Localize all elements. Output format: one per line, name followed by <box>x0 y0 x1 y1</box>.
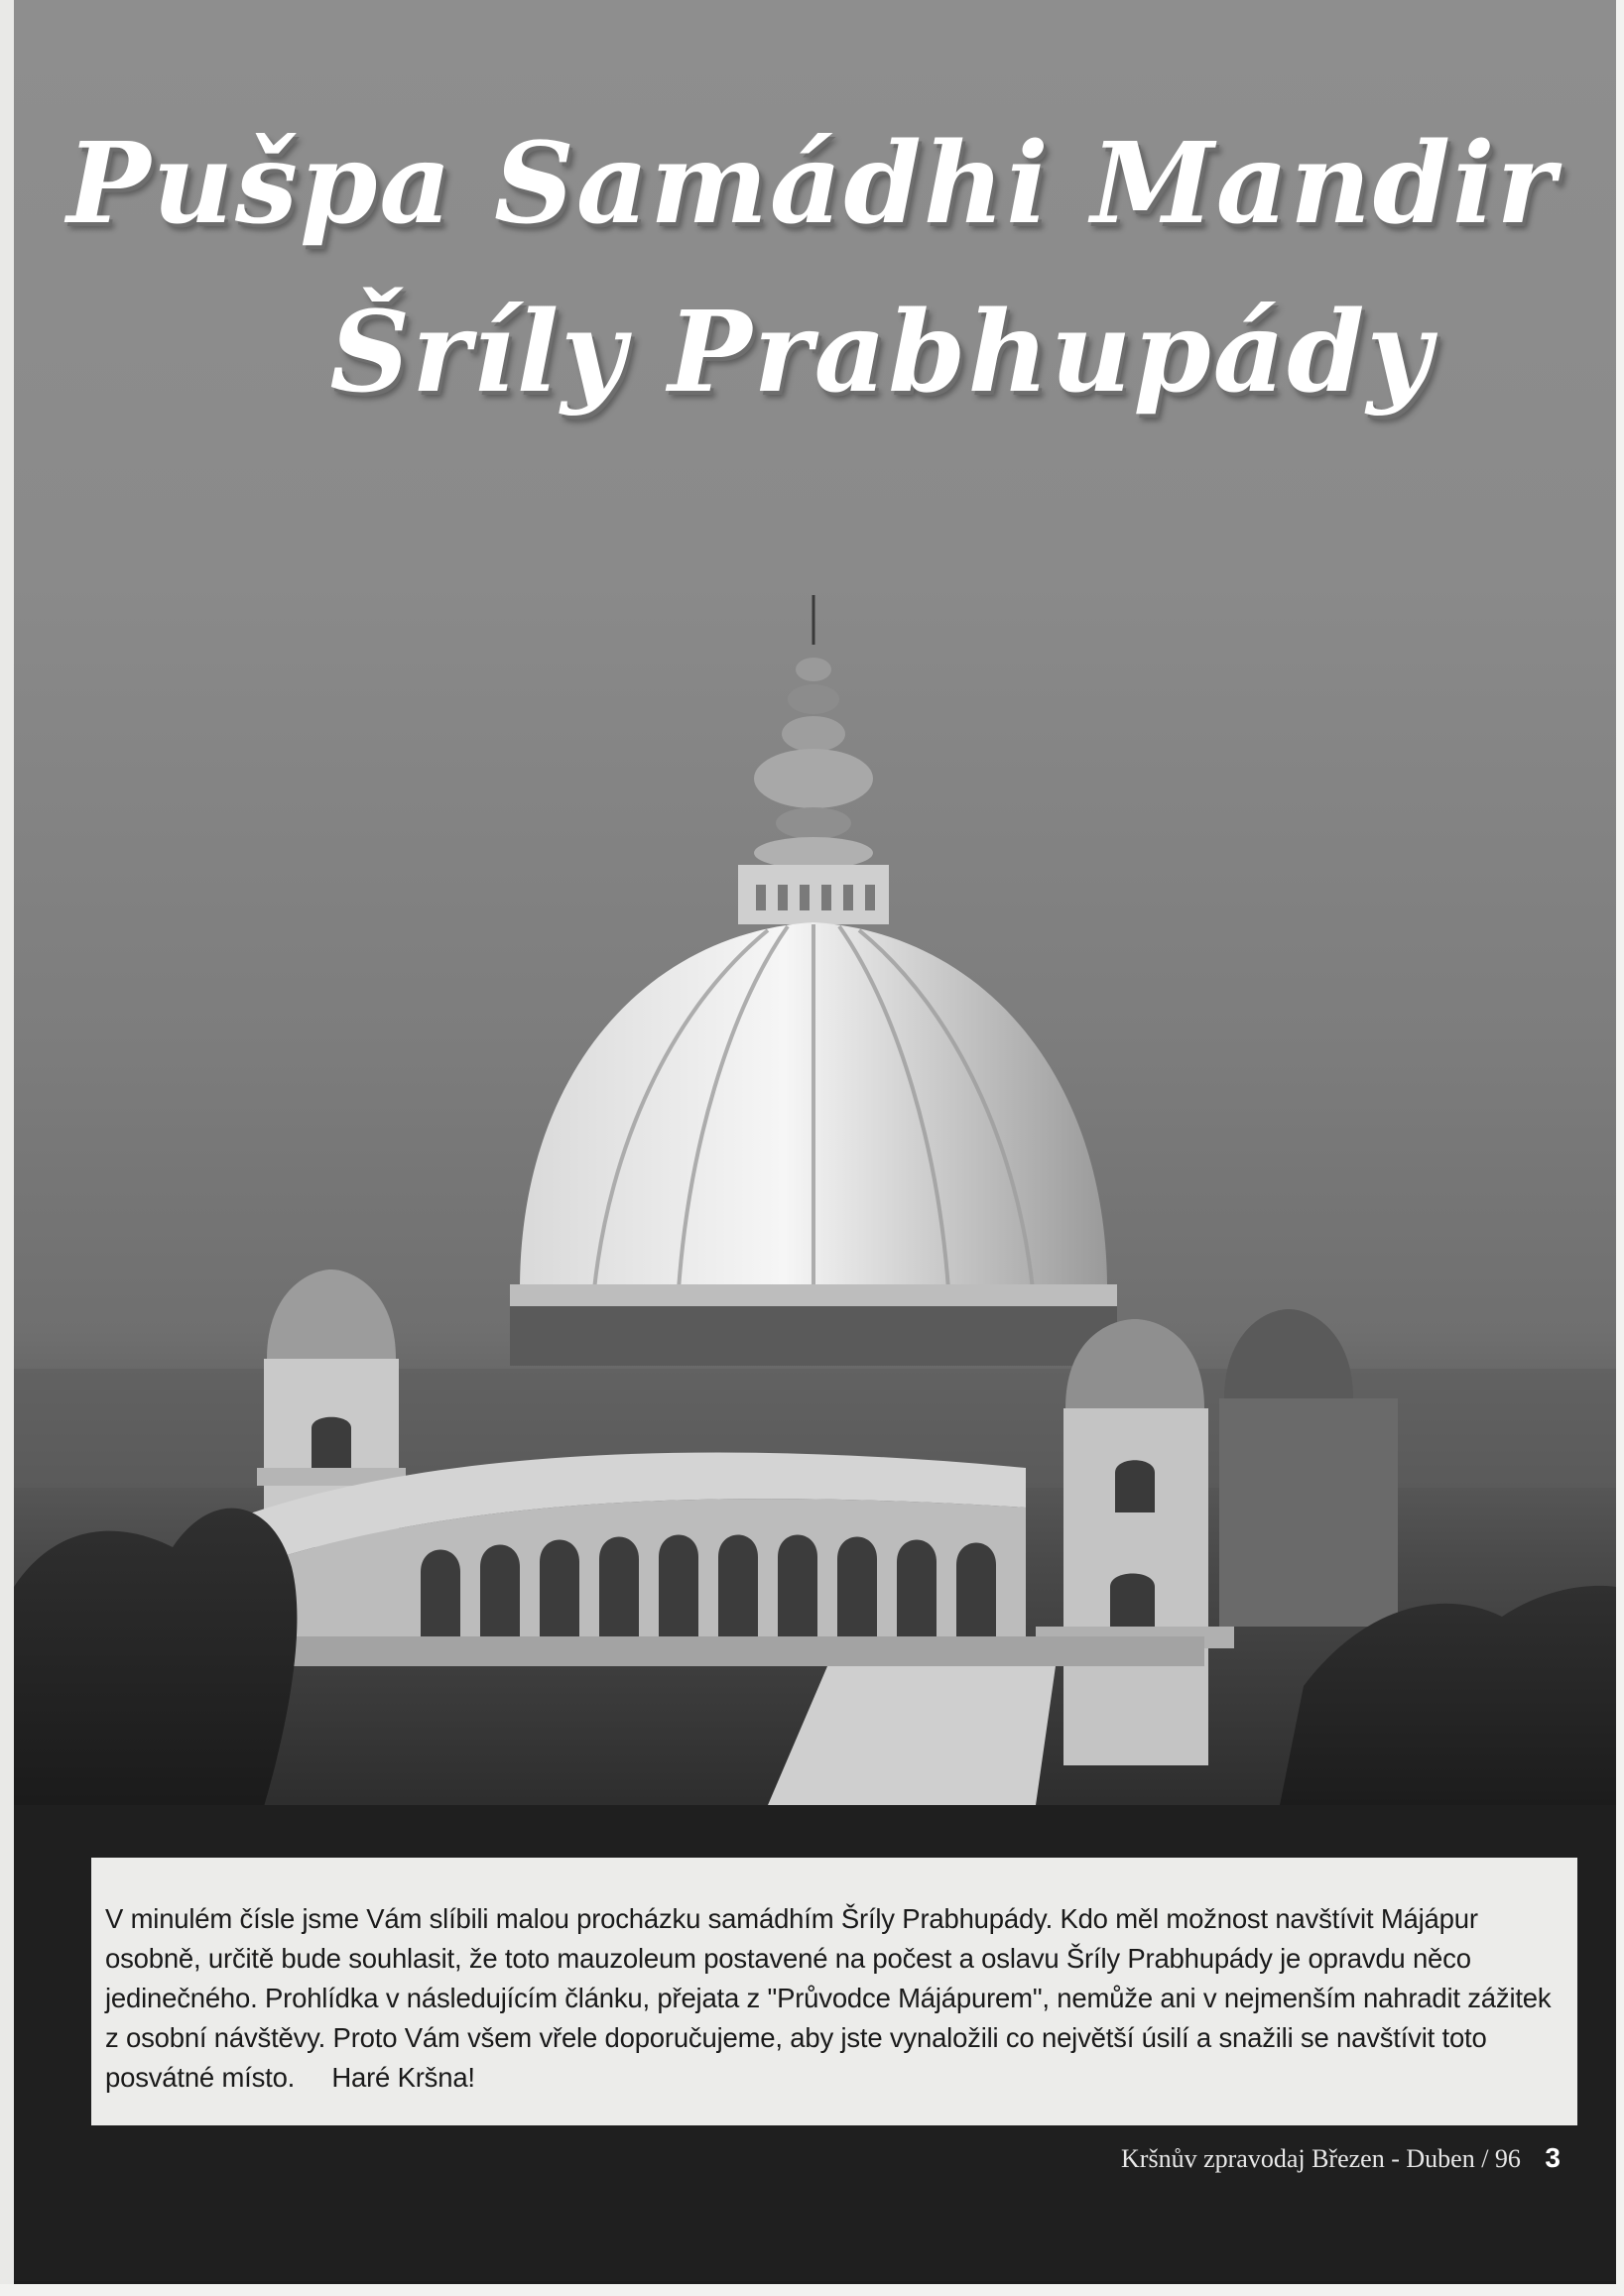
footer-publication: Kršnův zpravodaj <box>1121 2144 1306 2173</box>
page-edge-left <box>0 0 14 2296</box>
footer-issue: Březen - Duben / 96 <box>1312 2144 1521 2173</box>
title-line-1: Pušpa Samádhi Mandir <box>66 119 1558 249</box>
page-number: 3 <box>1545 2142 1561 2173</box>
page-edge-bottom <box>0 2284 1624 2296</box>
dome-base-ring <box>510 1284 1117 1306</box>
intro-paragraph <box>105 1899 1563 2098</box>
title-line-2: Šríly Prabhupády <box>329 288 1434 418</box>
staircase <box>768 1666 1056 1805</box>
far-right-dome <box>1224 1309 1353 1398</box>
intro-closing: Haré Kršna! <box>331 2062 475 2093</box>
dome-finial <box>754 595 873 869</box>
page-footer <box>1121 2142 1561 2174</box>
arcade-base <box>222 1636 1204 1666</box>
intro-box <box>91 1858 1577 2125</box>
intro-text: V minulém čísle jsme Vám slíbili malou procházku samádhím Šríly Prabhupády. Kdo měl možnost navštívit Májápur osobně, určitě bude souhlasit, že toto mauzoleum postavené na počest a oslavu Šríly Prabhupády je opravdu něco jedinečného. Prohlídka v následujícím článku, přejata z "Průvodce Májápurem", nemůže ani v nejmenším nahradit zážitek z osobní návštěvy. Proto Vám všem vřele doporučujeme, aby jste vynaložili co největší úsilí a snažili se navštívit toto posvátné místo. <box>105 1903 1552 2093</box>
